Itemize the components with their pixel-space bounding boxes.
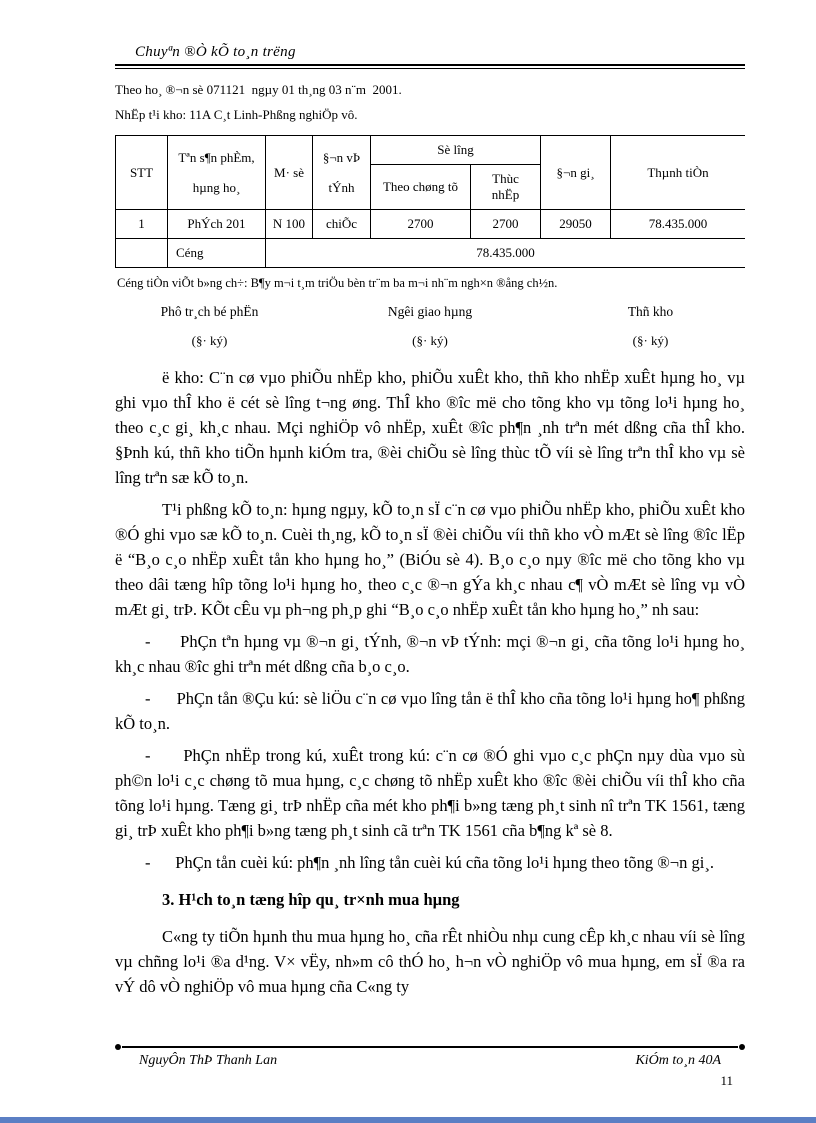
col-header-stt: STT [116, 136, 168, 210]
paragraph-purchasing-intro: C«ng ty tiÕn hµnh thu mua hµng ho¸ cña rÊt nhiÒu nhµ cung cÊp kh¸c nhau víi sè lîng vµ chñng lo¹i ®a d¹ng. V× vËy, nh»m cô thÓ ho¸ h¬n vÒ nghiÖp vô mua hµng, em sÏ ®a ra vÝ dô vÒ nghiÖp vô mua hµng cña C«ng ty [115, 927, 745, 996]
cell-stt: 1 [116, 210, 168, 239]
cell-qty-actual: 2700 [471, 210, 541, 239]
signature-title: Thñ kho [627, 304, 674, 319]
warehouse-line: NhËp t¹i kho: 11A C¸t Linh-Phßng nghiÖp vô. [115, 107, 358, 122]
col-header-product-line2: hµng ho¸ [192, 179, 241, 195]
cell-unit: chiÕc [313, 210, 371, 239]
class-name: KiÓm to¸n 40A [635, 1053, 721, 1068]
paragraph-warehouse-procedure: ë kho: C¨n cø vµo phiÕu nhËp kho, phiÕu xuÊt kho, thñ kho nhËp xuÊt hµng ho¸ vµ ghi vµo thÎ kho ë cét sè lîng t¬ng øng. ThÎ kho ®îc më cho tõng kho vµ tõng lo¹i hµng ho¸ theo c¸c gi¸ kh¸c nhau. Mçi nghiÖp vô nhËp, xuÊt ®îc ph¶n ¸nh trªn mét dßng cña thÎ kho. §Þnh kú, thñ kho tiÕn hµnh kiÓm tra, ®èi chiÕu sè lîng thùc tÕ víi sè lîng trªn thÎ kho vµ sè lîng trªn sæ kÕ to¸n. [115, 368, 745, 487]
invoice-reference-line: Theo ho¸ ®¬n sè 071121 ngµy 01 th¸ng 03 n¨m 2001. [115, 82, 402, 97]
col-header-unit-line1: §¬n vÞ [322, 149, 361, 165]
body-text [115, 365, 745, 999]
table-row [116, 210, 746, 239]
col-header-unit-line2: tÝnh [328, 179, 355, 195]
page-footer [115, 1044, 745, 1089]
col-header-quantity: Sè lîng [371, 136, 541, 165]
signature-title: Ngêi giao hµng [387, 304, 473, 319]
footer-rule [115, 1044, 745, 1050]
header-rule-thin [115, 68, 745, 69]
bullet-closing-balance: - PhÇn tån cuèi kú: ph¶n ¸nh lîng tån cuèi kú cña tõng lo¹i hµng theo tõng ®¬n gi¸. [145, 853, 714, 872]
col-header-product [168, 136, 266, 210]
total-label: Céng [168, 239, 266, 268]
col-header-unit-price: §¬n gi¸ [541, 136, 611, 210]
col-header-product-line1: Tªn s¶n phÈm, [178, 149, 255, 165]
signature-block-warehouse-manager [115, 304, 304, 349]
header-title: Chuyªn ®Ò kÕ to¸n trëng [135, 44, 296, 60]
col-header-unit [313, 136, 371, 210]
cell-amount: 78.435.000 [611, 210, 745, 239]
author-name: NguyÔn ThÞ Thanh Lan [139, 1053, 278, 1068]
signature-row [115, 304, 745, 349]
signature-note: (§· ký) [191, 333, 228, 348]
cell-qty-doc: 2700 [371, 210, 471, 239]
signature-block-storekeeper [556, 304, 745, 349]
header-rule-thick [115, 64, 745, 66]
page-content [115, 0, 745, 1123]
footer-names [115, 1053, 745, 1069]
cell-product: PhÝch 201 [168, 210, 266, 239]
amount-in-words: Céng tiÒn viÕt b»ng ch÷: B¶y m¬i t¸m triÖu bèn tr¨m ba m¬i nh¨m ngh×n ®ång ch½n. [117, 276, 558, 290]
col-header-qty-actual [471, 165, 541, 210]
bullet-product-name-price: - PhÇn tªn hµng vµ ®¬n gi¸ tÝnh, ®¬n vÞ tÝnh: mçi ®¬n gi¸ cña tõng lo¹i hµng ho¸ kh¸c nhau ®îc ghi trªn mét dßng cña b¸o c¸o. [115, 632, 745, 676]
footer-rule-left-dot-icon [115, 1044, 121, 1050]
col-header-qty-actual-line2: nhËp [491, 187, 520, 202]
page-bottom-edge [0, 1117, 816, 1123]
signature-note: (§· ký) [412, 333, 448, 348]
goods-receipt-table [115, 135, 745, 268]
total-row [116, 239, 746, 268]
section-heading: 3. H¹ch to¸n tæng hîp qu¸ tr×nh mua hµng [162, 890, 460, 909]
bullet-opening-balance: - PhÇn tån ®Çu kú: sè liÖu c¨n cø vµo lîng tån ë thÎ kho cña tõng lo¹i hµng ho¶ phßng kÕ to¸n. [115, 689, 745, 733]
total-value: 78.435.000 [266, 239, 746, 268]
col-header-amount: Thµnh tiÒn [611, 136, 745, 210]
table-header-row-1 [116, 136, 746, 165]
footer-rule-right-dot-icon [739, 1044, 745, 1050]
col-header-qty-doc: Theo chøng tõ [371, 165, 471, 210]
signature-note: (§· ký) [632, 333, 669, 348]
total-row-empty-cell [116, 239, 168, 268]
signature-block-deliverer [304, 304, 556, 349]
bullet-in-out-period: - PhÇn nhËp trong kú, xuÊt trong kú: c¨n cø ®Ó ghi vµo c¸c phÇn nµy dùa vµo sù ph©n lo¹i c¸c chøng tõ mua hµng, c¸c chøng tõ nhËp xuÊt kho ®îc ®èi chiÕu víi thÎ kho cña tõng lo¹i hµng. Tæng gi¸ trÞ nhËp cña mét kho ph¶i b»ng tæng ph¸t sinh nî trªn TK 1561, tæng gi¸ trÞ xuÊt kho ph¶i b»ng tæng ph¸t sinh cã trªn TK 1561 cña b¶ng kª sè 8. [115, 746, 745, 840]
page-header [115, 0, 745, 69]
cell-code: N 100 [266, 210, 313, 239]
page-number-row [115, 1073, 745, 1089]
footer-rule-line [122, 1046, 738, 1048]
col-header-code: M· sè [266, 136, 313, 210]
page-number: 11 [720, 1073, 733, 1088]
cell-unit-price: 29050 [541, 210, 611, 239]
paragraph-accounting-procedure: T¹i phßng kÕ to¸n: hµng ngµy, kÕ to¸n sÏ c¨n cø vµo phiÕu nhËp kho, phiÕu xuÊt kho ®Ó ghi vµo sæ kÕ to¸n. Cuèi th¸ng, kÕ to¸n sÏ ®èi chiÕu víi thñ kho vÒ mÆt sè lîng ®îc lËp ë “B¸o c¸o nhËp xuÊt tån kho hµng ho¸” (BiÓu sè 4). B¸o c¸o nµy ®îc më cho tõng kho vµ theo dâi tæng hîp tõng lo¹i hµng ho¸ theo c¸c ®¬n gÝa kh¸c nhau c¶ vÒ mÆt sè lîng vµ vÒ mÆt gi¸ trÞ. KÕt cÊu vµ ph¬ng ph¸p ghi “B¸o c¸o nhËp xuÊt tån kho hµng ho¸” nh sau: [115, 500, 745, 619]
col-header-qty-actual-line1: Thùc [492, 171, 519, 186]
signature-title: Phô tr¸ch bé phËn [160, 304, 259, 319]
